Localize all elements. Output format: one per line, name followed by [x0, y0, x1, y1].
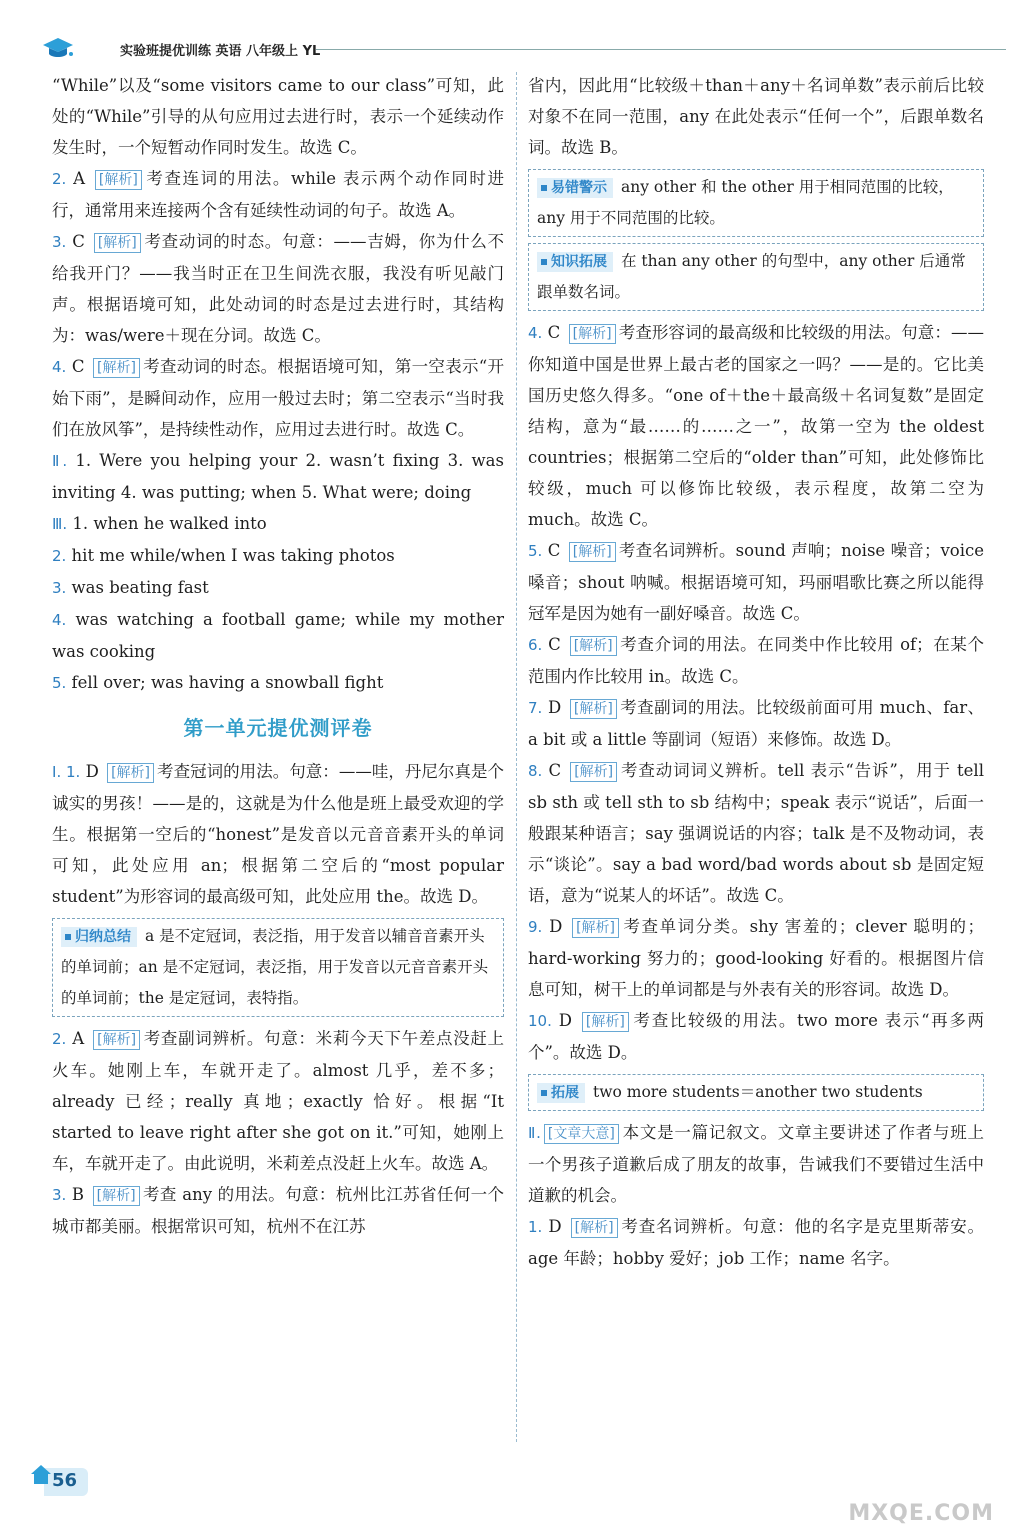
answer-letter: C — [542, 761, 568, 780]
explanation: 本文是一篇记叙文。文章主要讲述了作者与班上一个男孩子道歉后成了朋友的故事，告诫我们不要错过生活中道歉的机会。 — [528, 1123, 985, 1205]
analysis-tag: [解析] — [582, 1012, 629, 1032]
analysis-tag: [解析] — [94, 233, 141, 253]
explanation: 考查动词词义辨析。tell 表示“告诉”，用于 tell sb sth 或 tell sth to sb 结构中；speak 表示“说话”，后面一般跟某种语言；say 强调说话的内容；talk 是不及物动词，表示“谈论”。say a bad word/bad words about sb 是固定短语，意为“说某人的坏话”。故选 C。 — [528, 761, 984, 905]
note-text: 在 than any other 的句型中，any other 后通常跟单数名词。 — [537, 252, 966, 301]
answer-line — [52, 445, 504, 508]
answer-item — [52, 1023, 504, 1179]
item-number: 1. — [528, 1218, 543, 1236]
item-number: 2. — [52, 547, 67, 565]
answer-letter: D — [80, 762, 105, 781]
answer-item — [528, 911, 984, 1005]
paragraph: “While”以及“some visitors came to our class”可知，此处的“While”引导的从句应用过去进行时，表示一个延续动作发生时，一个短暂动作同时发生。故选 C。 — [52, 76, 504, 157]
note-box — [52, 918, 504, 1017]
analysis-tag: [解析] — [572, 918, 619, 938]
answer-letter: A — [66, 1029, 91, 1048]
item-number: 5. — [528, 542, 543, 560]
analysis-tag: [解析] — [571, 1218, 618, 1238]
square-bullet-icon — [65, 934, 71, 940]
answer-line — [52, 508, 504, 540]
note-label: 归纳总结 — [61, 927, 137, 947]
explanation: 考查动词的时态。句意：——吉姆，你为什么不给我开门？——我当时正在卫生间洗衣服，我没有听见敲门声。根据语境可知，此处动词的时态是过去进行时，其结构为：was/were＋现在分词。故选 C。 — [52, 232, 504, 345]
answer-letter: D — [551, 1011, 579, 1030]
answer-letter: B — [66, 1185, 90, 1204]
item-number: Ⅰ. 1. — [52, 763, 81, 781]
watermark — [814, 1426, 994, 1526]
explanation: 考查副词辨析。句意：米莉今天下午差点没赶上火车。她刚上车，车就开走了。almost 几乎，差不多；already 已经；really 真地；exactly 恰好。根据“It started to leave right after she got on it.”可知，她刚上车，车就开走了。由此说明，米莉差点没赶上火车。故选 A。 — [52, 1029, 505, 1173]
analysis-tag: [解析] — [95, 170, 142, 190]
analysis-tag: [解析] — [569, 542, 616, 562]
book-title: 实验班提优训练 英语 八年级上 YL — [120, 44, 321, 59]
answer-item — [528, 629, 984, 692]
answer-text: 1. when he walked into — [67, 514, 267, 533]
answer-letter: C — [542, 541, 566, 560]
item-number: 4. — [528, 324, 543, 342]
note-box — [528, 1074, 984, 1111]
answer-item — [528, 1005, 984, 1068]
header-rule — [316, 49, 1006, 50]
answer-text: was watching a football game; while my mother was cooking — [52, 610, 504, 661]
answer-item — [528, 535, 984, 629]
note-box — [528, 169, 984, 237]
explanation: 考查名词辨析。句意：他的名字是克里斯蒂安。age 年龄；hobby 爱好；job 工作；name 名字。 — [528, 1217, 985, 1268]
answer-line — [52, 540, 504, 572]
answer-item — [52, 226, 504, 351]
analysis-tag: [解析] — [93, 358, 140, 378]
analysis-tag: [解析] — [570, 636, 617, 656]
note-text: any other 和 the other 用于相同范围的比较，any 用于不同范围的比较。 — [537, 178, 954, 227]
explanation: 考查名词辨析。sound 声响；noise 噪音；voice 嗓音；shout 呐喊。根据语境可知，玛丽唱歌比赛之所以能得冠军是因为她有一副好嗓音。故选 C。 — [528, 541, 984, 623]
graduation-cap-icon — [42, 36, 74, 62]
square-bullet-icon — [541, 259, 547, 265]
explanation: 考查形容词的最高级和比较级的用法。句意：——你知道中国是世界上最古老的国家之一吗？——是的。它比美国历史悠久得多。“one of＋the＋最高级＋名词复数”是固定结构，意为“最……的……之一”，故第一空为 the oldest countries；根据第二空后的“older than”可知，此处修饰比较级，much 可以修饰比较级，表示程度，故第二空为 much。故选 C。 — [528, 323, 984, 529]
answer-text: fell over; was having a snowball fight — [66, 673, 384, 692]
watermark-text: MXQE.COM — [848, 1501, 994, 1526]
answer-line — [52, 604, 504, 667]
right-column — [528, 70, 984, 1274]
item-number: 6. — [528, 636, 543, 654]
explanation: 考查比较级的用法。two more 表示“再多两个”。故选 D。 — [528, 1011, 985, 1062]
analysis-tag: [解析] — [93, 1030, 140, 1050]
answer-item — [528, 317, 984, 535]
answer-text: hit me while/when I was taking photos — [66, 546, 395, 565]
house-icon — [30, 1464, 52, 1486]
explanation: 考查冠词的用法。句意：——哇，丹尼尔真是个诚实的男孩！——是的，这就是为什么他是班上最受欢迎的学生。根据第一空后的“honest”是发音以元音音素开头的单词可知，此处应用 an；根据第二空后的“most popular student”为形容词的最高级可知，此处应用 the。故选 D。 — [52, 762, 504, 906]
explanation: 考查副词的用法。比较级前面可用 much、far、a bit 或 a little 等副词（短语）来修饰。故选 D。 — [528, 698, 985, 749]
item-number: 3. — [52, 579, 67, 597]
explanation: 考查连词的用法。while 表示两个动作同时进行，通常用来连接两个含有延续性动词的句子。故选 A。 — [52, 169, 504, 220]
item-number: 3. — [52, 1186, 67, 1204]
note-text: a 是不定冠词，表泛指，用于发音以辅音音素开头的单词前；an 是不定冠词，表泛指，用于发音以元音音素开头的单词前；the 是定冠词，表特指。 — [61, 927, 489, 1007]
item-number: 9. — [528, 918, 543, 936]
item-number: Ⅱ. — [528, 1124, 541, 1142]
item-number: 7. — [528, 699, 543, 717]
item-number: 2. — [52, 170, 67, 188]
analysis-tag: [文章大意] — [544, 1124, 619, 1144]
analysis-tag: [解析] — [570, 699, 617, 719]
answer-item — [528, 1117, 984, 1211]
left-column — [52, 70, 504, 1242]
answer-item — [52, 351, 504, 445]
item-number: Ⅱ. — [52, 452, 68, 470]
analysis-tag: [解析] — [93, 1186, 140, 1206]
answer-letter: D — [542, 1217, 568, 1236]
item-number: Ⅲ. — [52, 515, 68, 533]
item-number: 8. — [528, 762, 543, 780]
square-bullet-icon — [541, 185, 547, 191]
answer-text: was beating fast — [66, 578, 209, 597]
item-number: 10. — [528, 1012, 552, 1030]
note-label: 知识拓展 — [537, 252, 613, 272]
page-number: 56 — [52, 1470, 78, 1491]
answer-letter: C — [542, 635, 567, 654]
explanation: 考查动词的时态。根据语境可知，第一空表示“开始下雨”，是瞬间动作，应用一般过去时；第二空表示“当时我们在放风筝”，是持续性动作，应用过去进行时。故选 C。 — [52, 357, 504, 439]
answer-item — [528, 1211, 984, 1274]
note-box — [528, 243, 984, 311]
page-header — [30, 34, 990, 62]
analysis-tag: [解析] — [569, 324, 616, 344]
answer-letter: A — [66, 169, 92, 188]
note-text: two more students＝another two students — [593, 1083, 923, 1101]
square-bullet-icon — [541, 1090, 547, 1096]
item-number: 4. — [52, 358, 67, 376]
item-number: 3. — [52, 233, 67, 251]
answer-letter: D — [542, 917, 570, 936]
paragraph: 省内，因此用“比较级＋than＋any＋名词单数”表示前后比较对象不在同一范围，any 在此处表示“任何一个”，后跟单数名词。故选 B。 — [528, 76, 984, 157]
answer-item — [52, 1179, 504, 1242]
answer-text: 1. Were you helping your 2. wasn’t fixing 3. was inviting 4. was putting; when 5. What were; doing — [52, 451, 504, 502]
item-number: 4. — [52, 611, 67, 629]
explanation: 考查单词分类。shy 害羞的；clever 聪明的；hard-working 努力的；good-looking 好看的。根据图片信息可知，树干上的单词都是与外表有关的形容词。故选 D。 — [528, 917, 984, 999]
item-number: 5. — [52, 674, 67, 692]
answer-line — [52, 667, 504, 699]
section-title: 第一单元提优测评卷 — [183, 716, 373, 740]
explanation: 考查介词的用法。在同类中作比较用 of；在某个范围内作比较用 in。故选 C。 — [528, 635, 984, 686]
page-number-badge — [30, 1464, 90, 1498]
answer-item — [528, 692, 984, 755]
column-divider — [516, 72, 517, 1442]
answer-letter: C — [66, 357, 90, 376]
explanation: 考查 any 的用法。句意：杭州比江苏省任何一个城市都美丽。根据常识可知，杭州不在江苏 — [52, 1185, 504, 1236]
answer-letter: C — [542, 323, 566, 342]
answer-item — [52, 163, 504, 226]
answer-item — [52, 756, 504, 912]
answer-letter: C — [66, 232, 91, 251]
analysis-tag: [解析] — [107, 763, 154, 783]
answer-item — [528, 755, 984, 911]
answer-line — [52, 572, 504, 604]
analysis-tag: [解析] — [570, 762, 617, 782]
answer-letter: D — [542, 698, 567, 717]
note-label: 易错警示 — [537, 178, 613, 198]
note-label: 拓展 — [537, 1083, 585, 1103]
item-number: 2. — [52, 1030, 67, 1048]
